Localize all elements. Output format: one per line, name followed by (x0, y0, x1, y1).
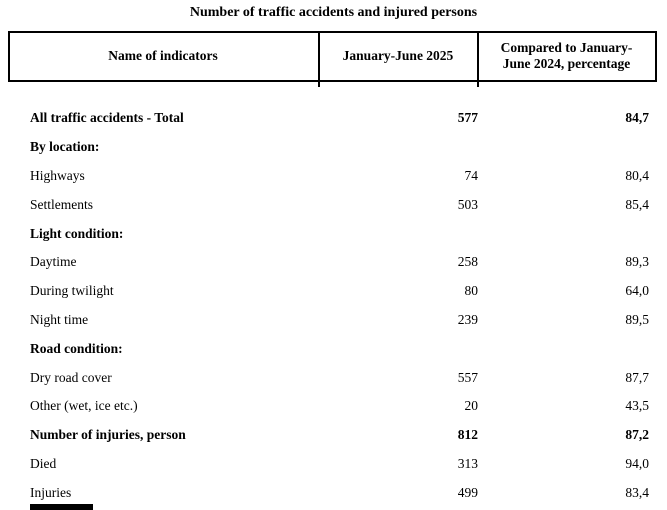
row-value-2025: 313 (457, 455, 478, 471)
table-title: Number of traffic accidents and injured persons (189, 5, 478, 20)
row-pct-change: 87,2 (625, 427, 649, 443)
table-row (8, 363, 657, 392)
table-row (8, 248, 657, 277)
row-value-2025: 80 (464, 283, 478, 299)
table-row (8, 478, 657, 507)
column-header-compared-2024 (479, 33, 654, 79)
row-label: Highways (30, 167, 85, 183)
row-value-2025: 812 (457, 427, 478, 443)
column-header-label: January-June 2025 (342, 48, 454, 63)
header-bottom-border (8, 80, 657, 82)
row-label: Daytime (30, 254, 77, 270)
table-row (8, 421, 657, 450)
row-value-2025: 74 (464, 167, 478, 183)
cutoff-fragment (30, 504, 93, 510)
header-right-border (655, 31, 657, 82)
table-body (8, 104, 657, 507)
row-pct-change: 85,4 (625, 196, 649, 212)
row-value-2025: 499 (457, 484, 478, 500)
row-value-2025: 577 (457, 110, 478, 126)
row-label: All traffic accidents - Total (30, 110, 184, 126)
table-row (8, 219, 657, 248)
column-header-label-line1: Compared to January- (500, 40, 633, 55)
table-row (8, 392, 657, 421)
row-label: Road condition: (30, 340, 123, 356)
row-pct-change: 89,3 (625, 254, 649, 270)
table-row (8, 133, 657, 162)
row-pct-change: 94,0 (625, 455, 649, 471)
row-value-2025: 557 (457, 369, 478, 385)
row-value-2025: 503 (457, 196, 478, 212)
row-pct-change: 43,5 (625, 398, 649, 414)
row-pct-change: 89,5 (625, 311, 649, 327)
row-value-2025: 239 (457, 311, 478, 327)
row-label: During twilight (30, 283, 114, 299)
table-row (8, 277, 657, 306)
row-label: Other (wet, ice etc.) (30, 398, 138, 414)
column-header-indicators (10, 33, 316, 79)
row-pct-change: 83,4 (625, 484, 649, 500)
row-label: Light condition: (30, 225, 124, 241)
row-pct-change: 64,0 (625, 283, 649, 299)
row-label: Settlements (30, 196, 93, 212)
row-label: By location: (30, 139, 100, 155)
column-header-label-line2: June 2024, percentage (502, 56, 631, 71)
table-row (8, 162, 657, 191)
row-label: Night time (30, 311, 89, 327)
table-row (8, 104, 657, 133)
row-value-2025: 258 (457, 254, 478, 270)
row-pct-change: 84,7 (625, 110, 649, 126)
row-label: Dry road cover (30, 369, 112, 385)
table-row (8, 334, 657, 363)
row-label: Injuries (30, 484, 72, 500)
table-row (8, 306, 657, 335)
row-value-2025: 20 (464, 398, 478, 414)
column-header-period-2025 (320, 33, 476, 79)
table-row (8, 450, 657, 479)
row-label: Number of injuries, person (30, 427, 186, 443)
column-header-label: Name of indicators (108, 48, 218, 63)
row-label: Died (30, 455, 57, 471)
row-pct-change: 87,7 (625, 369, 649, 385)
row-pct-change: 80,4 (625, 167, 649, 183)
table-row (8, 190, 657, 219)
